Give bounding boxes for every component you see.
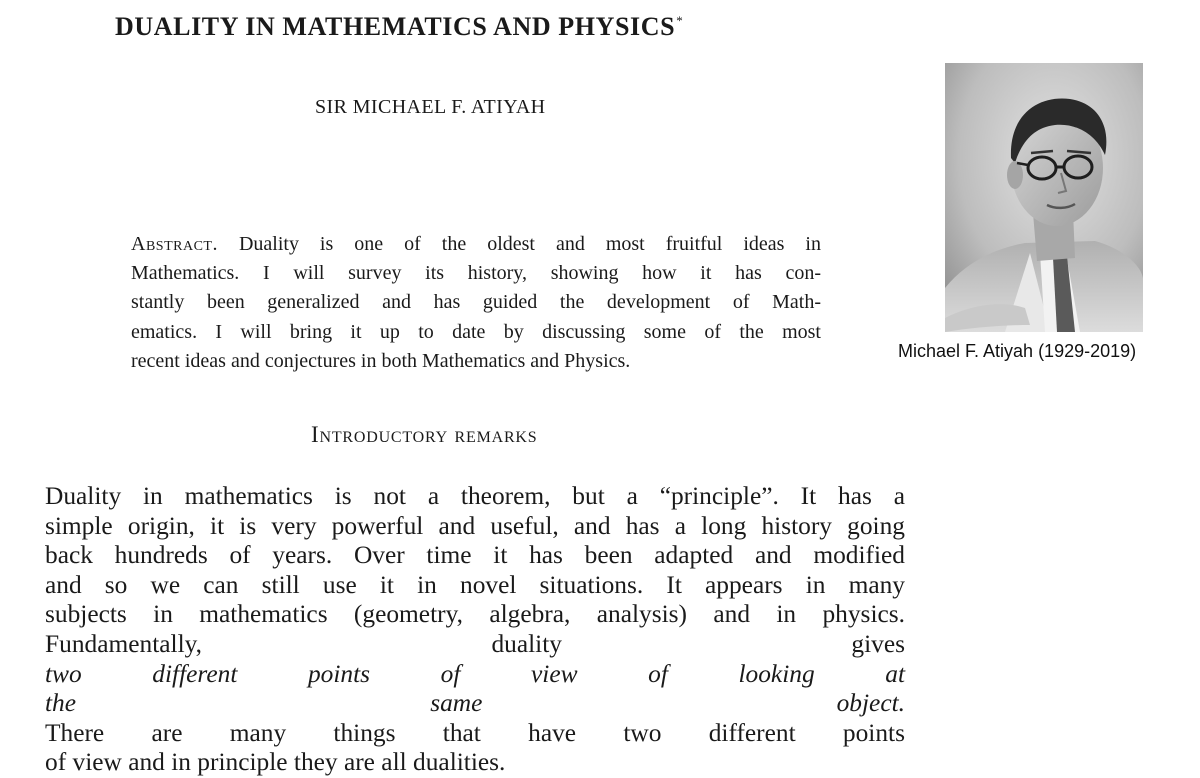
body-line: back hundreds of years. Over time it has been adapted and modified — [45, 541, 905, 570]
body-line: simple origin, it is very powerful and useful, and has a long history going — [45, 511, 905, 540]
abstract-line: recent ideas and conjectures in both Mathematics and Physics. — [131, 349, 631, 372]
title-footnote-mark: * — [676, 13, 684, 29]
body-line-emphasis: the same object. — [45, 689, 905, 718]
body-line: and so we can still use it in novel situations. It appears in many — [45, 570, 905, 599]
section-heading: Introductory remarks — [311, 422, 538, 447]
body-line-plain: Fundamentally, duality gives — [45, 629, 905, 658]
abstract-label: Abstract. — [131, 233, 218, 255]
abstract — [131, 230, 821, 376]
body-line — [45, 689, 905, 748]
abstract-line: stantly been generalized and has guided the development of Math- — [131, 291, 821, 314]
paper-title — [115, 12, 683, 42]
body-line — [45, 630, 905, 689]
body-line-plain: There are many things that have two different points — [45, 718, 905, 747]
abstract-line: ematics. I will bring it up to date by discussing some of the most — [131, 320, 821, 343]
portrait-illustration — [945, 63, 1143, 332]
portrait-caption: Michael F. Atiyah (1929-2019) — [898, 341, 1137, 361]
abstract-line-text: Duality is one of the oldest and most fruitful ideas in — [217, 233, 821, 255]
body-line: of view and in principle they are all dualities. — [45, 748, 506, 777]
paper-title-text: DUALITY IN MATHEMATICS AND PHYSICS — [115, 12, 676, 41]
body-line-emphasis: two different points of view of looking at — [45, 659, 905, 688]
abstract-line — [131, 230, 821, 259]
abstract-line: Mathematics. I will survey its history, showing how it has con- — [131, 262, 821, 285]
body-paragraph — [45, 482, 905, 778]
paper-author: SIR MICHAEL F. ATIYAH — [315, 96, 546, 118]
body-line: Duality in mathematics is not a theorem, but a “principle”. It has a — [45, 482, 905, 510]
portrait-photo — [945, 63, 1143, 332]
body-line: subjects in mathematics (geometry, algebra, analysis) and in physics. — [45, 600, 905, 629]
